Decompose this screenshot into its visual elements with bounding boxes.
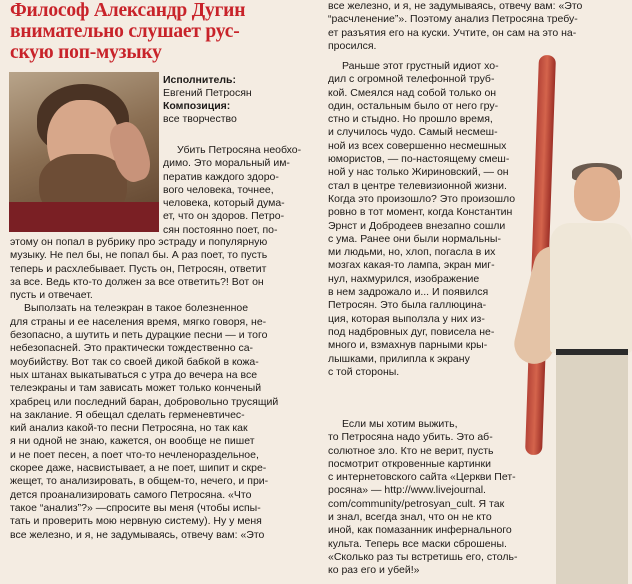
text-line: Раньше этот грустный идиот хо- <box>342 60 499 72</box>
text-line: дется проанализировать самого Петросяна. «Что <box>10 488 252 501</box>
text-line: ми людьми, но, хлоп, погасла в их <box>328 246 496 259</box>
text-line: все железно, и я, не задумываясь, отвечу вам: «Это <box>10 528 265 541</box>
text-line: ной из всех совершенно несмешных <box>328 139 507 152</box>
text-line: ет, что он здоров. Петро- <box>163 210 285 223</box>
text-line: дил с огромной телефонной труб- <box>328 73 495 86</box>
text-line: димо. Это моральный им- <box>163 157 290 170</box>
info-box <box>163 74 313 126</box>
text-line: вого человека, точнее, <box>163 183 274 196</box>
text-line: ет разъятия его на куски. Учтите, он сам на это на- <box>328 26 577 39</box>
text-line: “расчленение”». Поэтому анализ Петросяна требу- <box>328 13 578 26</box>
text-line: с интернетовского сайта «Церкви Пет- <box>328 471 516 484</box>
text-line: просился. <box>328 39 377 52</box>
text-line: для страны и ее населения время, мягко говоря, не- <box>10 315 267 328</box>
headline-line: внимательно слушает рус- <box>10 21 240 42</box>
text-line: небезопасней. Это практически тождественно са- <box>10 342 254 355</box>
text-line: мозгах какая-то лампа, экран миг- <box>328 259 495 272</box>
text-line: Когда это произошло? Это произошло <box>328 192 516 205</box>
text-line: этому он попал в рубрику про эстраду и популярную <box>10 236 268 248</box>
dugin-photo <box>9 72 159 232</box>
text-line: Убить Петросяна необхо- <box>177 144 302 156</box>
text-line: безопасно, а шутить и петь дурацкие песни — и того <box>10 329 268 342</box>
text-line: в нем задрожало и... И появился <box>328 286 489 299</box>
text-line: «Сколько раз ты встретишь его, столь- <box>328 550 518 563</box>
text-line: кой. Смеялся над собой только он <box>328 86 497 99</box>
text-line: росяна» — http://www.livejournal. <box>328 484 486 497</box>
text-line: нул, нахмурился, изображение <box>328 272 480 285</box>
text-line: и случилось чудо. Самый несмеш- <box>328 126 498 139</box>
column-2-middle <box>328 60 533 379</box>
text-line: то Петросяна надо убить. Это аб- <box>328 431 493 444</box>
headline-line: Философ Александр Дугин <box>10 0 246 21</box>
column-2-bottom <box>328 418 538 578</box>
text-line: Петросян. Это была галлюцина- <box>328 299 487 312</box>
text-line: Эрнст и Добродеев внезапно сошли <box>328 219 506 232</box>
composition-value: все творчество <box>163 113 237 125</box>
text-line: Выползать на телеэкран в такое болезненное <box>24 302 249 315</box>
text-line: много и, взмахнув парными кры- <box>328 339 488 352</box>
column-2-top <box>328 0 613 53</box>
text-line: жещет, то анализировать, в общем-то, нечего, и при- <box>10 475 269 488</box>
text-line: с той стороны. <box>328 365 400 378</box>
text-line: за все. Ведь кто-то должен за все ответить?! Вот он <box>10 275 264 288</box>
text-line: с ума. Ранее они были нормальны- <box>328 232 501 245</box>
text-line: com/community/petrosyan_cult. Я так <box>328 497 505 510</box>
text-line: и знал, всегда знал, что он не кто <box>328 511 492 524</box>
text-line: ровно в тот момент, когда Константин <box>328 206 513 219</box>
text-line: ператив каждого здоро- <box>163 170 279 183</box>
text-line: все железно, и я, не задумываясь, отвечу вам: «Это <box>328 0 583 12</box>
text-line: ных штанах выкатываться с утра до вечера на все <box>10 368 258 381</box>
text-line: такое “анализ”?» —спросите вы меня (чтобы испы- <box>10 501 261 514</box>
text-line: культа. Теперь все маски сброшены. <box>328 537 507 550</box>
text-line: скорее даже, насвистывает, а не поет, шипит и скре- <box>10 462 267 475</box>
column-1-top <box>163 144 315 237</box>
text-line: кий анализ какой-то песни Петросяна, но так как <box>10 422 248 435</box>
headline-line: скую поп-музыку <box>10 42 162 63</box>
text-line: храбрец или последний баран, добровольно трусящий <box>10 395 279 408</box>
text-line: иной, как помазанник инфернального <box>328 524 512 537</box>
headline <box>10 0 310 63</box>
text-line: сян постоянно поет, по- <box>163 223 278 236</box>
text-line: ной у нас только Жириновский, — он <box>328 166 509 179</box>
text-line: моубийству. Вот так со своей дикой бабкой в кожа- <box>10 355 259 368</box>
text-line: стно и стыдно. Но прошло время, <box>328 113 493 126</box>
text-line: ко раз его и убей!» <box>328 564 420 577</box>
text-line: солютное зло. Кто не верит, пусть <box>328 444 494 457</box>
column-1-bottom <box>10 236 315 542</box>
text-line: телеэкраны и там зависать может только конченый <box>10 382 262 395</box>
text-line: стал в центре телевизионной жизни. <box>328 179 507 192</box>
composition-label: Композиция: <box>163 100 231 112</box>
text-line: юмористов, — по-настоящему смеш- <box>328 153 510 166</box>
text-line: я ни одной не знаю, кажется, он вообще не пишет <box>10 435 255 448</box>
text-line: лышками, прилипла к экрану <box>328 352 470 365</box>
text-line: теперь и расхлебывает. Пусть он, Петросян, ответит <box>10 262 267 275</box>
performer-label: Исполнитель: <box>163 74 236 86</box>
text-line: тать и проверить мою нервную систему). Ну у меня <box>10 515 262 528</box>
text-line: посмотрит откровенные картинки <box>328 457 491 470</box>
text-line: пусть и отвечает. <box>10 289 93 302</box>
text-line: музыку. Не пел бы, не попал бы. А раз поет, то пусть <box>10 249 268 262</box>
petrosyan-photo <box>510 55 632 584</box>
text-line: Если мы хотим выжить, <box>342 418 458 430</box>
performer-value: Евгений Петросян <box>163 87 252 99</box>
text-line: человека, который дума- <box>163 197 285 210</box>
text-line: под надбровных дуг, повисела не- <box>328 325 495 338</box>
text-line: на заклание. Я обещал сделать герменевтичес- <box>10 408 245 421</box>
text-line: и не поет песен, а поет что-то нечленораздельное, <box>10 448 259 461</box>
text-line: ция, которая выползла у них из- <box>328 312 485 325</box>
text-line: один, остальным было от него гру- <box>328 99 499 112</box>
